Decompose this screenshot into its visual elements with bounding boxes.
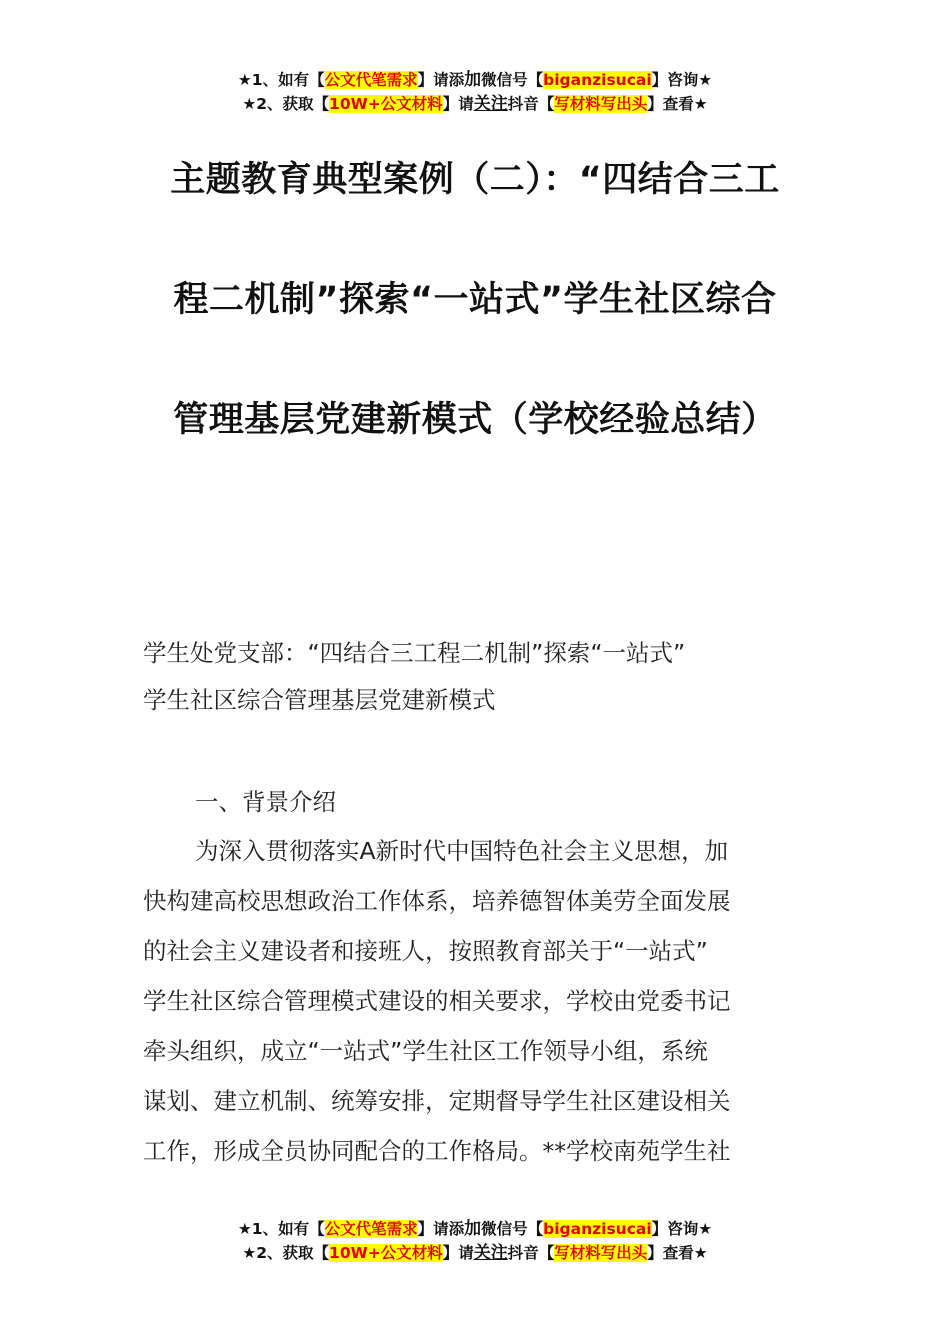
promo-highlight: 10W+公文材料 (329, 95, 443, 113)
douyin-id-highlight: 写材料写出头 (554, 95, 648, 113)
document-title-line-3: 管理基层党建新模式（学校经验总结） (173, 400, 777, 440)
top-promo-banner (0, 68, 950, 116)
paragraph-line: 为深入贯彻落实A新时代中国特色社会主义思想，加 (195, 837, 729, 865)
document-subtitle-line-1: 学生处党支部：“四结合三工程二机制”探索“一站式” (143, 639, 686, 667)
promo-line-2: ★2、获取【10W+公文材料】请关注抖音【写材料写出头】查看★ (242, 94, 708, 114)
douyin-id-highlight: 写材料写出头 (554, 1244, 648, 1262)
document-title-line-1: 主题教育典型案例（二）：“四结合三工 (170, 160, 780, 200)
promo-line-2: ★2、获取【10W+公文材料】请关注抖音【写材料写出头】查看★ (242, 1243, 708, 1263)
paragraph-line: 工作，形成全员协同配合的工作格局。**学校南苑学生社 (143, 1137, 731, 1165)
wechat-id-highlight: biganzisucai (543, 71, 652, 89)
paragraph-line: 谋划、建立机制、统筹安排，定期督导学生社区建设相关 (143, 1087, 731, 1115)
document-subtitle-line-2: 学生社区综合管理基层党建新模式 (143, 686, 496, 714)
promo-highlight: 公文代笔需求 (324, 1220, 418, 1238)
promo-line-1: ★1、如有【公文代笔需求】请添加微信号【biganzisucai】咨询★ (237, 70, 713, 90)
section-heading: 一、背景介绍 (195, 788, 336, 816)
promo-line-1: ★1、如有【公文代笔需求】请添加微信号【biganzisucai】咨询★ (237, 1219, 713, 1239)
document-title-line-2: 程二机制”探索“一站式”学生社区综合 (173, 280, 777, 320)
paragraph-line: 快构建高校思想政治工作体系，培养德智体美劳全面发展 (143, 887, 731, 915)
paragraph-line: 学生社区综合管理模式建设的相关要求，学校由党委书记 (143, 987, 731, 1015)
paragraph-line: 的社会主义建设者和接班人，按照教育部关于“一站式” (143, 937, 708, 965)
wechat-id-highlight: biganzisucai (543, 1220, 652, 1238)
promo-highlight: 10W+公文材料 (329, 1244, 443, 1262)
bottom-promo-banner (0, 1217, 950, 1265)
promo-highlight: 公文代笔需求 (324, 71, 418, 89)
paragraph-line: 牵头组织，成立“一站式”学生社区工作领导小组，系统 (143, 1037, 708, 1065)
